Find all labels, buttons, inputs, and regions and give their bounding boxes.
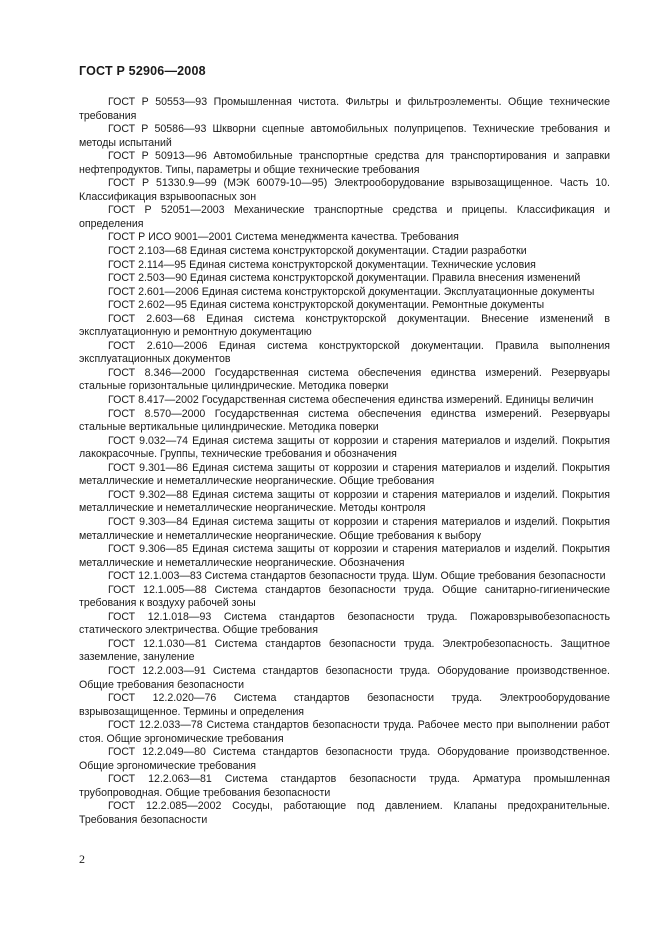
reference-item: ГОСТ Р 51330.9—99 (МЭК 60079-10—95) Электрооборудование взрывозащищенное. Часть 10. Классификация взрывоопасных зон: [79, 177, 610, 203]
reference-item: ГОСТ 2.603—68 Единая система конструкторской документации. Внесение изменений в эксплуатационную и ремонтную документацию: [79, 312, 610, 339]
reference-item: ГОСТ 2.610—2006 Единая система конструкторской документации. Правила выполнения эксплуатационных документов: [79, 339, 610, 366]
reference-item: ГОСТ 9.032—74 Единая система защиты от коррозии и старения материалов и изделий. Покрытия лакокрасочные. Группы, технические требования и обозначения: [79, 434, 610, 461]
reference-item: ГОСТ 9.302—88 Единая система защиты от коррозии и старения материалов и изделий. Покрытия металлические и неметаллические неорганические. Методы контроля: [79, 488, 610, 515]
reference-item: ГОСТ 8.570—2000 Государственная система обеспечения единства измерений. Резервуары стальные вертикальные цилиндрические. Методика поверки: [79, 407, 610, 434]
reference-item: ГОСТ 12.2.033—78 Система стандартов безопасности труда. Рабочее место при выполнении работ стоя. Общие эргономические требования: [79, 719, 610, 745]
document-header: ГОСТ Р 52906—2008: [79, 64, 206, 78]
reference-item: ГОСТ 12.2.020—76 Система стандартов безопасности труда. Электрооборудование взрывозащищенное. Термины и определения: [79, 692, 610, 718]
reference-item: ГОСТ 12.2.003—91 Система стандартов безопасности труда. Оборудование производственное. Общие требования безопасности: [79, 664, 610, 691]
reference-item: ГОСТ Р ИСО 9001—2001 Система менеджмента качества. Требования: [108, 231, 459, 244]
reference-item: ГОСТ 12.2.063—81 Система стандартов безопасности труда. Арматура промышленная трубопроводная. Общие требования безопасности: [79, 773, 610, 799]
reference-item: ГОСТ 12.1.005—88 Система стандартов безопасности труда. Общие санитарно-гигиенические требования к воздуху рабочей зоны: [79, 583, 610, 610]
reference-item: ГОСТ 2.602—95 Единая система конструкторской документации. Ремонтные документы: [108, 299, 545, 312]
reference-item: ГОСТ 9.301—86 Единая система защиты от коррозии и старения материалов и изделий. Покрытия металлические и неметаллические неорганические. Общие требования: [79, 461, 610, 488]
reference-item: ГОСТ 12.1.018—93 Система стандартов безопасности труда. Пожаровзрывобезопасность статического электричества. Общие требования: [79, 610, 610, 637]
reference-item: ГОСТ Р 50913—96 Автомобильные транспортные средства для транспортирования и заправки нефтепродуктов. Типы, параметры и общие технические требования: [79, 150, 610, 176]
reference-item: ГОСТ Р 50553—93 Промышленная чистота. Фильтры и фильтроэлементы. Общие технические требования: [79, 96, 610, 122]
reference-item: ГОСТ 9.303—84 Единая система защиты от коррозии и старения материалов и изделий. Покрытия металлические и неметаллические неорганические. Общие требования к выбору: [79, 515, 610, 542]
reference-item: ГОСТ 2.503—90 Единая система конструкторской документации. Правила внесения изменений: [108, 272, 581, 285]
reference-item: ГОСТ 2.601—2006 Единая система конструкторской документации. Эксплуатационные документы: [108, 285, 595, 298]
reference-item: ГОСТ 12.1.003—83 Система стандартов безопасности труда. Шум. Общие требования безопасности: [108, 570, 606, 583]
reference-item: ГОСТ Р 50586—93 Шкворни сцепные автомобильных полуприцепов. Технические требования и методы испытаний: [79, 123, 610, 149]
reference-item: ГОСТ 2.114—95 Единая система конструкторской документации. Технические условия: [108, 258, 536, 271]
reference-item: ГОСТ 12.1.030—81 Система стандартов безопасности труда. Электробезопасность. Защитное заземление, зануление: [79, 637, 610, 664]
normative-references-list: [79, 96, 610, 828]
reference-item: ГОСТ 12.2.049—80 Система стандартов безопасности труда. Оборудование производственное. Общие эргономические требования: [79, 746, 610, 772]
reference-item: ГОСТ 2.103—68 Единая система конструкторской документации. Стадии разработки: [108, 245, 527, 258]
reference-item: ГОСТ Р 52051—2003 Механические транспортные средства и прицепы. Классификация и определения: [79, 204, 610, 230]
reference-item: ГОСТ 8.346—2000 Государственная система обеспечения единства измерений. Резервуары стальные горизонтальные цилиндрические. Методика поверки: [79, 366, 610, 393]
reference-item: ГОСТ 12.2.085—2002 Сосуды, работающие под давлением. Клапаны предохранительные. Требования безопасности: [79, 800, 610, 826]
reference-item: ГОСТ 9.306—85 Единая система защиты от коррозии и старения материалов и изделий. Покрытия металлические и неметаллические неорганические. Обозначения: [79, 543, 610, 569]
reference-item: ГОСТ 8.417—2002 Государственная система обеспечения единства измерений. Единицы величин: [108, 394, 594, 407]
page-number: 2: [79, 852, 85, 866]
